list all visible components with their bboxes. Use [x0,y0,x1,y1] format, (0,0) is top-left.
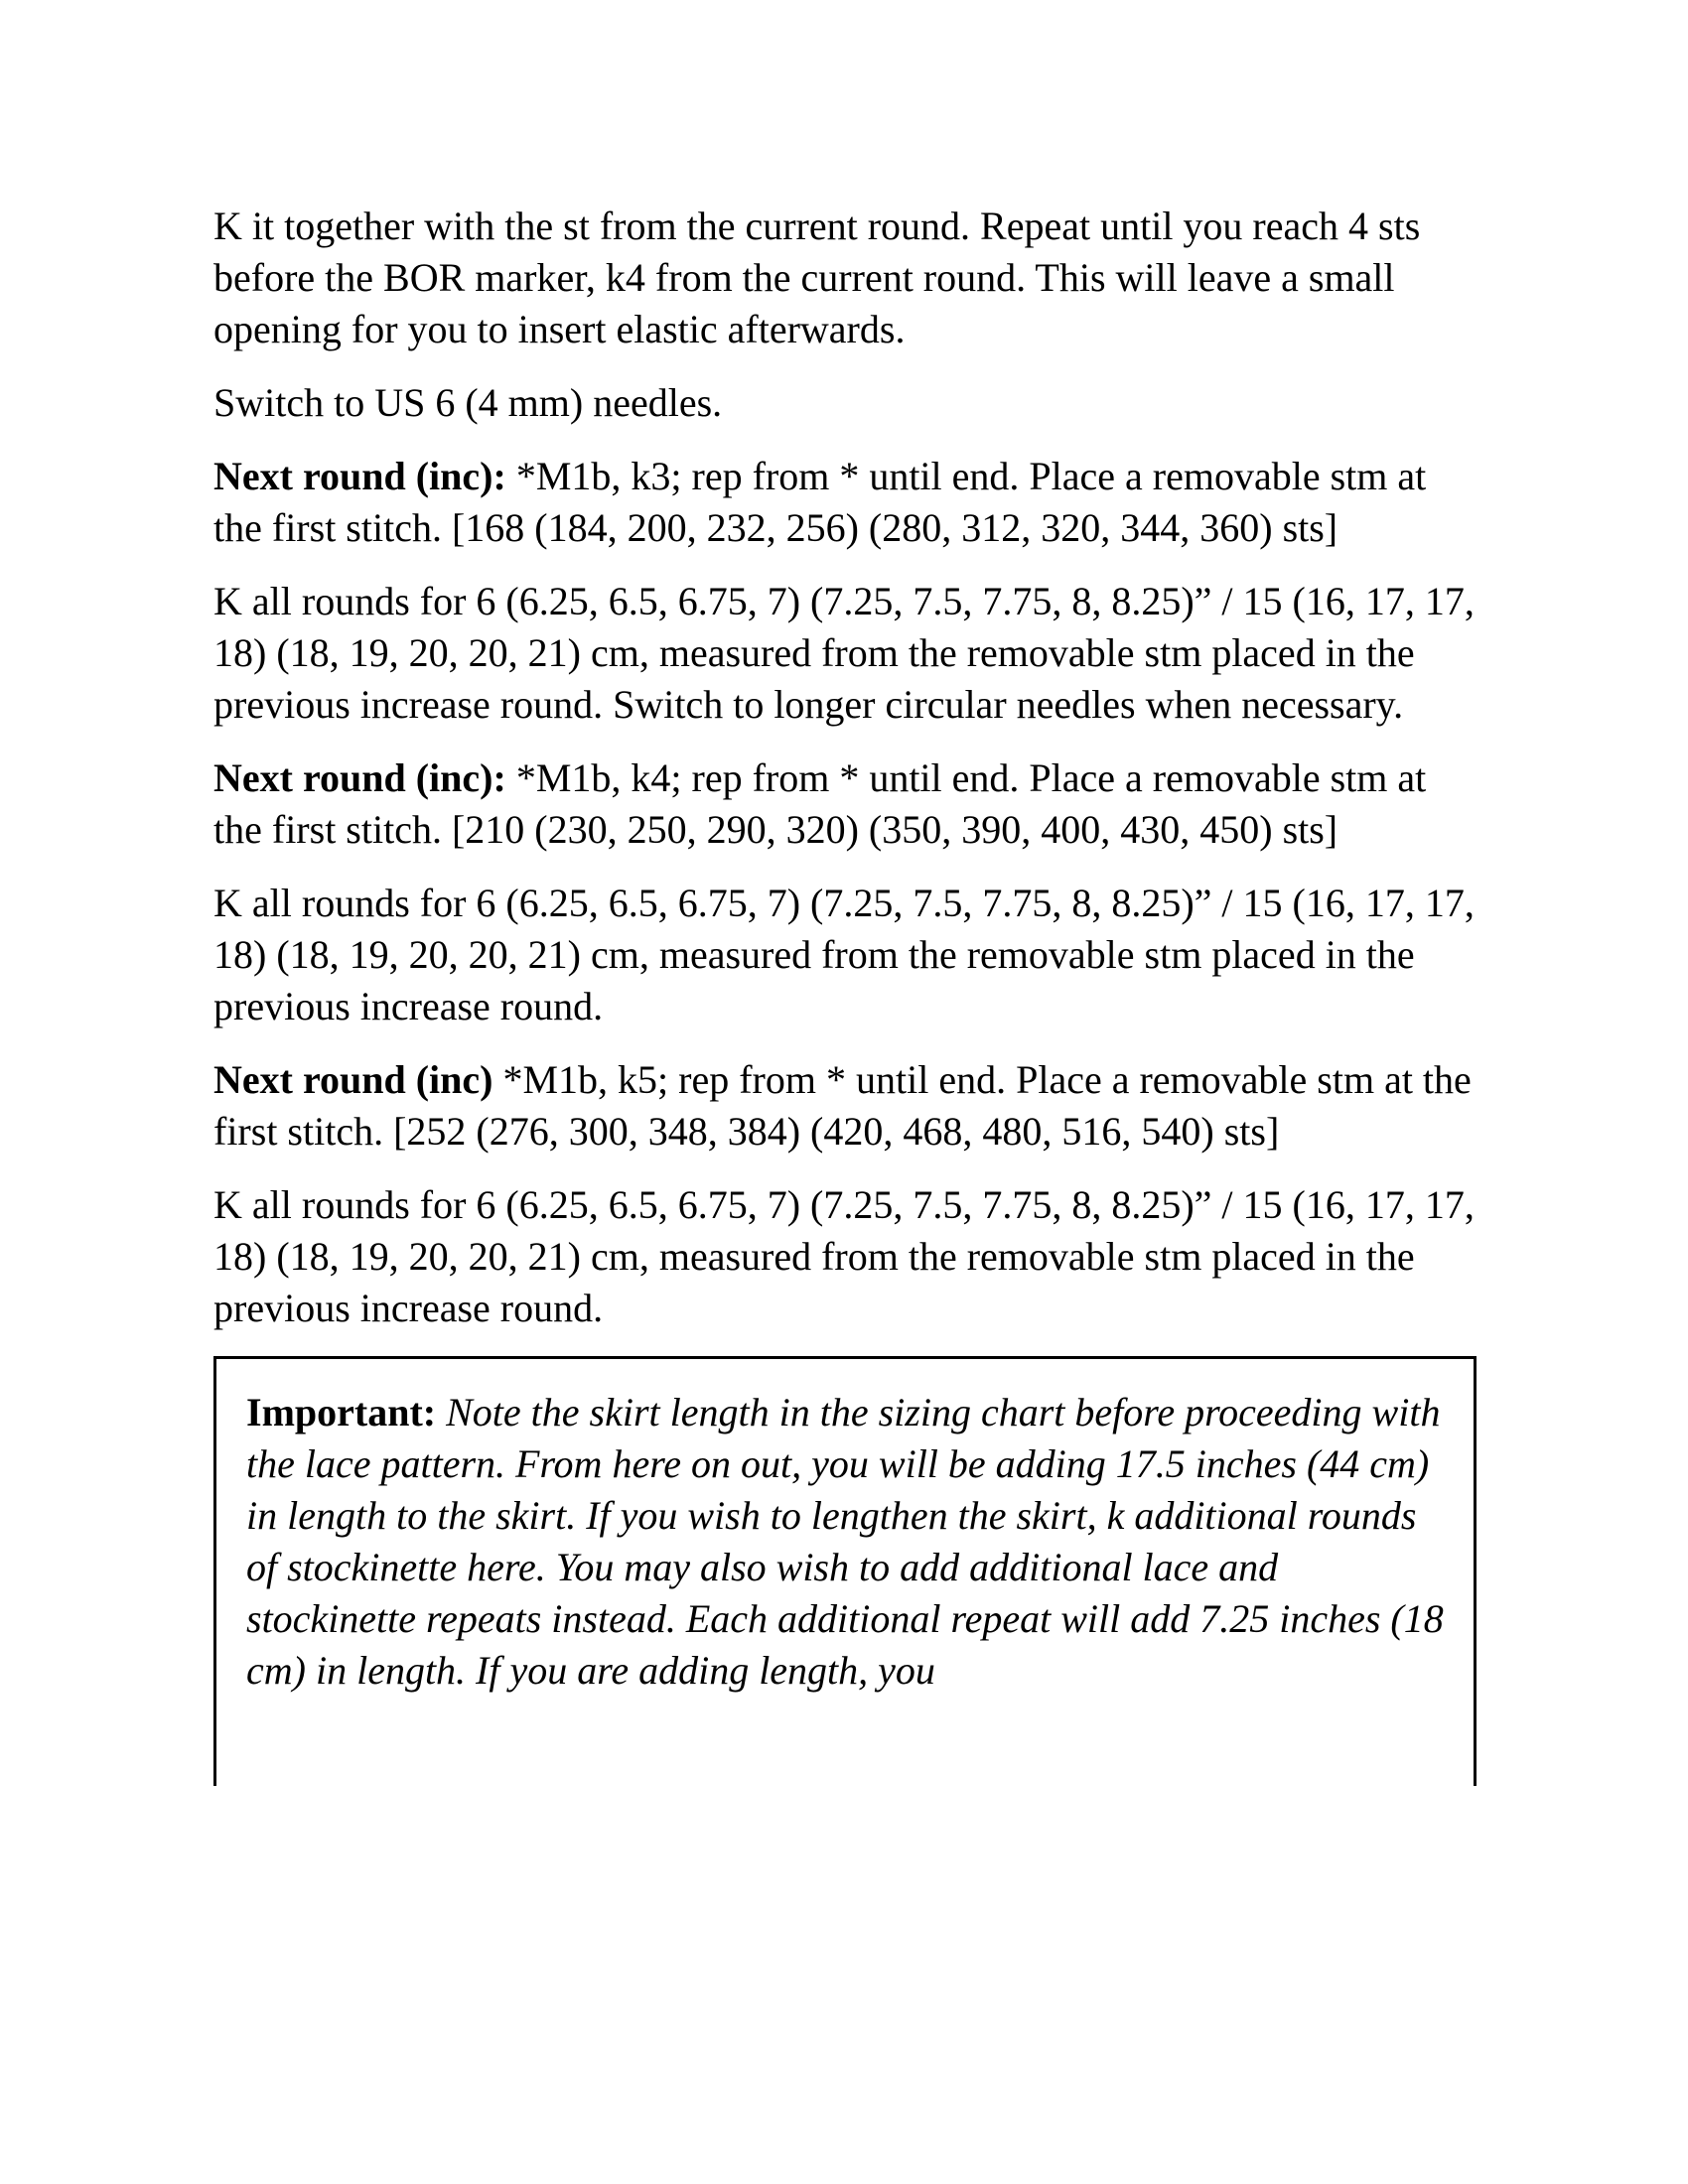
paragraph-increase-round-3 [213,1054,1477,1158]
paragraph-text: K all rounds for 6 (6.25, 6.5, 6.75, 7) (7.25, 7.5, 7.75, 8, 8.25)” / 15 (16, 17, 17, 18) (18, 19, 20, 20, 21) cm, measured from the removable stm placed in the previous increase round. Switch to longer circular needles when necessary. [213,579,1475,727]
paragraph-increase-round-2 [213,752,1477,856]
paragraph-text: K all rounds for 6 (6.25, 6.5, 6.75, 7) (7.25, 7.5, 7.75, 8, 8.25)” / 15 (16, 17, 17, 18) (18, 19, 20, 20, 21) cm, measured from the removable stm placed in the previous increase round. [213,1182,1475,1330]
paragraph-join-hem [213,201,1477,355]
paragraph-knit-rounds-2 [213,878,1477,1032]
paragraph-knit-rounds-3 [213,1179,1477,1334]
paragraph-lead-bold: Next round (inc) [213,1057,493,1102]
important-note-lead-bold: Important: [246,1390,437,1434]
paragraph-text: *M1b, k5; rep from * until end. Place a removable stm at the first stitch. [252 (276, 300, 348, 384) (420, 468, 480, 516, 540) sts] [213,1057,1472,1154]
paragraph-text: K it together with the st from the current round. Repeat until you reach 4 sts before the BOR marker, k4 from the current round. This will leave a small opening for you to insert elastic afterwards. [213,204,1421,351]
important-note-box [213,1356,1477,1786]
paragraph-lead-bold: Next round (inc): [213,755,506,800]
paragraph-switch-needles [213,377,1477,429]
paragraph-text: K all rounds for 6 (6.25, 6.5, 6.75, 7) (7.25, 7.5, 7.75, 8, 8.25)” / 15 (16, 17, 17, 18) (18, 19, 20, 20, 21) cm, measured from the removable stm placed in the previous increase round. [213,881,1475,1028]
important-note-paragraph [246,1387,1444,1697]
paragraph-increase-round-1 [213,451,1477,554]
important-note-text-italic: Note the skirt length in the sizing chart before proceeding with the lace pattern. From here on out, you will be adding 17.5 inches (44 cm) in length to the skirt. If you wish to lengthen the skirt, k additional rounds of stockinette here. You may also wish to add additional lace and stockinette repeats instead. Each additional repeat will add 7.25 inches (18 cm) in length. If you are adding length, you [246,1390,1444,1693]
paragraph-text: *M1b, k4; rep from * until end. Place a removable stm at the first stitch. [210 (230, 250, 290, 320) (350, 390, 400, 430, 450) sts] [213,755,1427,852]
paragraph-text: Switch to US 6 (4 mm) needles. [213,380,723,425]
paragraph-text: *M1b, k3; rep from * until end. Place a removable stm at the first stitch. [168 (184, 200, 232, 256) (280, 312, 320, 344, 360) sts] [213,454,1427,550]
paragraph-lead-bold: Next round (inc): [213,454,506,498]
paragraph-knit-rounds-1 [213,576,1477,731]
